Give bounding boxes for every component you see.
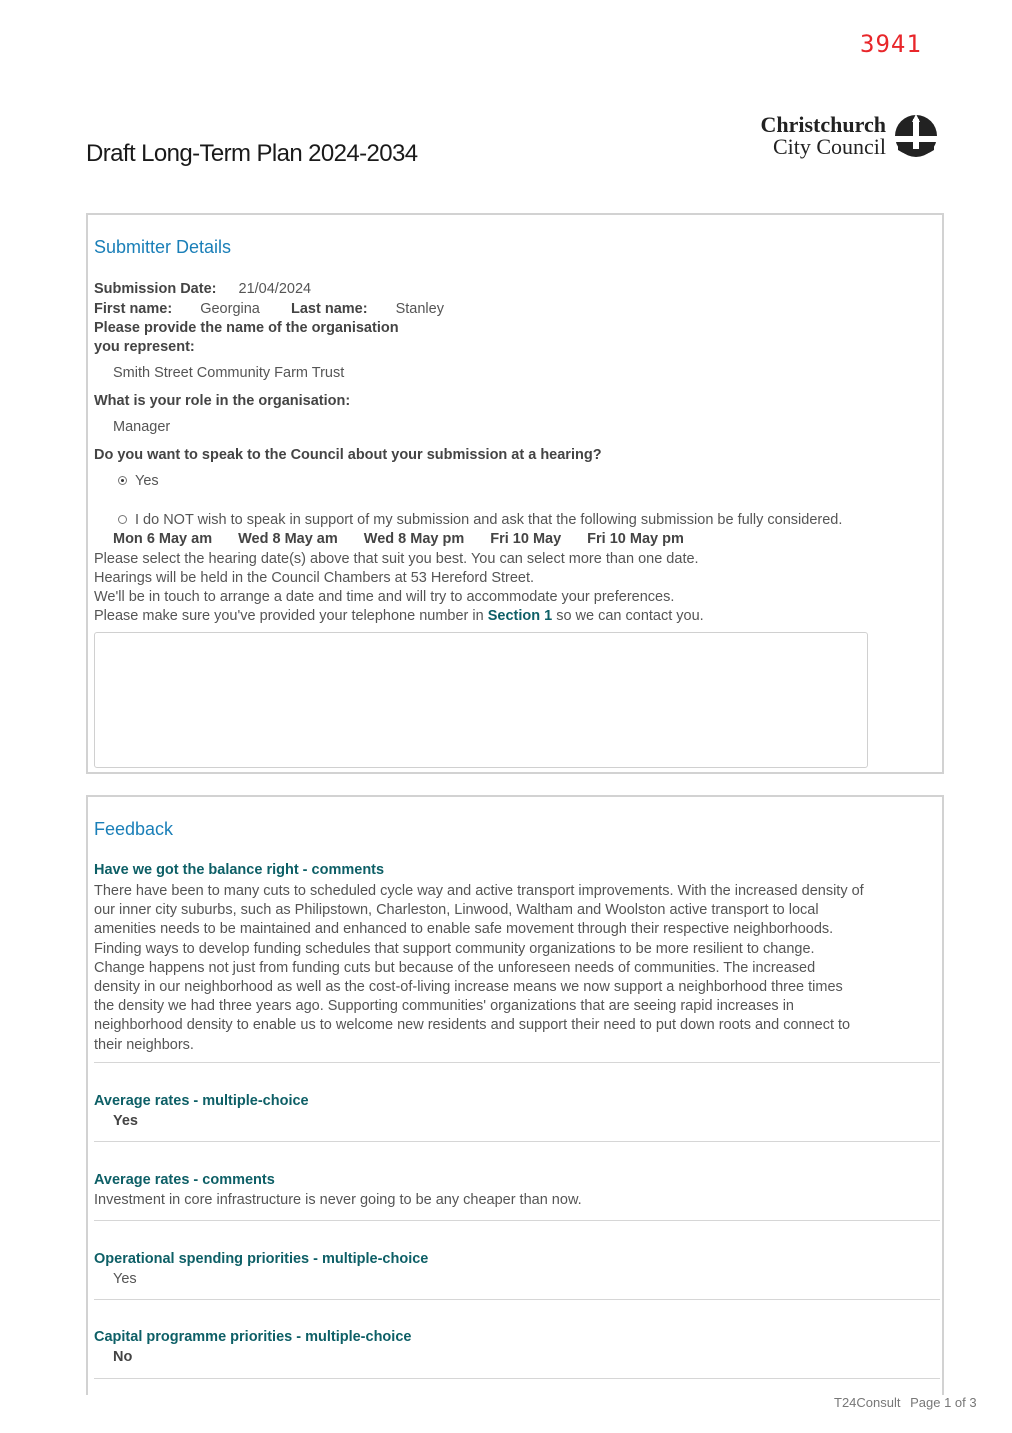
info-line: We'll be in touch to arrange a date and time and will try to accommodate your preferences. — [94, 589, 675, 605]
feedback-choice: No — [113, 1349, 133, 1365]
hearing-date[interactable]: Fri 10 May — [490, 531, 562, 547]
phone-reminder — [94, 608, 704, 624]
divider — [94, 1062, 940, 1063]
hearing-date[interactable]: Fri 10 May pm — [587, 531, 684, 547]
hearing-option-no-label: I do NOT wish to speak in support of my submission and ask that the following submission be fully considered. — [135, 512, 843, 528]
feedback-label: Capital programme priorities - multiple-choice — [94, 1329, 412, 1345]
feedback-section-title: Feedback — [94, 819, 174, 839]
divider — [94, 1141, 940, 1142]
logo-line-1: Christchurch — [760, 112, 886, 137]
info-line: Hearings will be held in the Council Chambers at 53 Hereford Street. — [94, 570, 535, 586]
page-footer — [834, 1395, 977, 1410]
footer-source: T24Consult — [834, 1395, 901, 1410]
role-label: What is your role in the organisation: — [94, 393, 351, 409]
phone-reminder-post: so we can contact you. — [556, 608, 704, 624]
hearing-date[interactable]: Wed 8 May am — [238, 531, 338, 547]
hearing-option-yes-label: Yes — [135, 473, 159, 489]
radio-selected-icon[interactable] — [118, 476, 127, 485]
hearing-option-yes[interactable] — [118, 473, 159, 489]
organisation-label: Please provide the name of the organisation — [94, 320, 399, 336]
feedback-label: Have we got the balance right - comments — [94, 862, 385, 878]
section-1-link[interactable]: Section 1 — [487, 608, 553, 624]
hearing-question: Do you want to speak to the Council about your submission at a hearing? — [94, 447, 602, 463]
hearing-notes-field[interactable] — [94, 632, 868, 768]
feedback-label: Operational spending priorities - multiple-choice — [94, 1251, 429, 1267]
hearing-date[interactable]: Mon 6 May am — [113, 531, 213, 547]
last-name-label: Last name: — [291, 301, 368, 317]
hearing-dates — [113, 531, 710, 547]
info-line: Please select the hearing date(s) above that suit you best. You can select more than one date. — [94, 551, 699, 567]
council-logo — [740, 112, 940, 162]
submission-date-value: 21/04/2024 — [238, 281, 312, 297]
organisation-label-cont: you represent: — [94, 339, 195, 355]
submitter-section-title: Submitter Details — [94, 237, 232, 257]
feedback-comment: Investment in core infrastructure is never going to be any cheaper than now. — [94, 1192, 582, 1208]
feedback-choice: Yes — [113, 1113, 138, 1129]
page-number: 3941 — [860, 30, 922, 58]
hearing-option-no[interactable] — [118, 512, 842, 528]
feedback-panel — [86, 795, 944, 1395]
footer-page-label: Page 1 of 3 — [910, 1395, 977, 1410]
logo-line-2: City Council — [772, 134, 886, 159]
role-value: Manager — [113, 419, 171, 435]
feedback-choice: Yes — [113, 1271, 137, 1287]
submission-date-label: Submission Date: — [94, 281, 217, 297]
phone-reminder-pre: Please make sure you've provided your telephone number in — [94, 608, 484, 624]
divider — [94, 1220, 940, 1221]
radio-unselected-icon[interactable] — [118, 515, 127, 524]
divider — [94, 1378, 940, 1379]
first-name-label: First name: — [94, 301, 173, 317]
last-name-value: Stanley — [395, 301, 444, 317]
organisation-value: Smith Street Community Farm Trust — [113, 365, 345, 381]
first-name-value: Georgina — [200, 301, 260, 317]
submitter-details-panel — [86, 213, 944, 774]
cathedral-emblem-icon — [892, 114, 940, 160]
document-title: Draft Long-Term Plan 2024-2034 — [86, 140, 418, 167]
divider — [94, 1299, 940, 1300]
feedback-label: Average rates - comments — [94, 1172, 275, 1188]
feedback-comment: There have been to many cuts to scheduled cycle way and active transport improvements. With the increased density of our inner city suburbs, such as Philipstown, Charleston, Linwood, Waltham and Woolston active transport to local amenities needs to be maintained and enhanced to enable safe movement through their respective neighborhoods. Finding ways to develop funding schedules that support community organizations to be more resilient to change. Change happens not just from funding cuts but because of the unforeseen needs of communities. The increased density in our neighborhood as well as the cost-of-living increase means we now support a neighborhood three times the density we had three years ago. Supporting communities' organizations that are seeing rapid increases in neighborhood density to enable us to welcome new residents and support their need to put down roots and connect to their neighbors. — [94, 883, 864, 1053]
feedback-label: Average rates - multiple-choice — [94, 1093, 309, 1109]
hearing-date[interactable]: Wed 8 May pm — [363, 531, 465, 547]
